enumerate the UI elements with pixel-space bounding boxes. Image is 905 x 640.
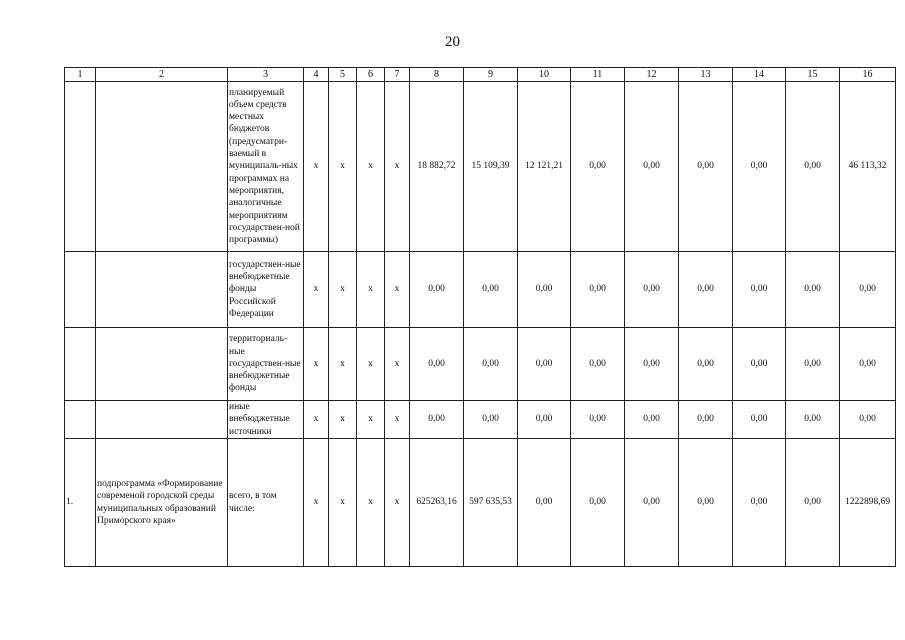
x-mark-cell: x <box>385 401 410 439</box>
x-mark-cell: x <box>304 252 329 328</box>
program-name-cell <box>96 252 228 328</box>
value-cell: 15 109,39 <box>464 82 518 252</box>
column-header: 8 <box>410 68 464 82</box>
x-mark-cell: x <box>329 328 357 401</box>
column-header: 3 <box>228 68 304 82</box>
value-cell: 0,00 <box>733 82 786 252</box>
x-mark-cell: x <box>357 82 385 252</box>
value-cell: 0,00 <box>786 82 840 252</box>
column-header: 11 <box>571 68 625 82</box>
funding-source-cell: планируемый объем средств местных бюджетов (предусматри-ваемый в муниципаль-ных программах на мероприятия, аналогичные мероприятиям государствен-ной программы) <box>228 82 304 252</box>
value-cell: 597 635,53 <box>464 439 518 567</box>
value-cell: 0,00 <box>571 328 625 401</box>
value-cell: 0,00 <box>840 401 896 439</box>
value-cell: 0,00 <box>733 252 786 328</box>
funding-source-cell: иные внебюджетные источники <box>228 401 304 439</box>
value-cell: 0,00 <box>786 401 840 439</box>
x-mark-cell: x <box>329 82 357 252</box>
budget-table <box>64 67 896 567</box>
x-mark-cell: x <box>329 252 357 328</box>
value-cell: 0,00 <box>679 252 733 328</box>
program-name-cell: подпрограмма «Формирование современой городской среды муниципальных образований Приморского края» <box>96 439 228 567</box>
value-cell: 0,00 <box>464 252 518 328</box>
funding-source-cell: территориаль-ные государствен-ные внебюджетные фонды <box>228 328 304 401</box>
funding-source-cell: всего, в том числе: <box>228 439 304 567</box>
header-row <box>65 68 896 82</box>
x-mark-cell: x <box>385 252 410 328</box>
column-header: 13 <box>679 68 733 82</box>
x-mark-cell: x <box>304 82 329 252</box>
value-cell: 0,00 <box>518 401 571 439</box>
value-cell: 0,00 <box>464 328 518 401</box>
x-mark-cell: x <box>357 328 385 401</box>
value-cell: 0,00 <box>625 328 679 401</box>
column-header: 14 <box>733 68 786 82</box>
value-cell: 0,00 <box>518 252 571 328</box>
value-cell: 1222898,69 <box>840 439 896 567</box>
column-header: 15 <box>786 68 840 82</box>
value-cell: 0,00 <box>786 439 840 567</box>
x-mark-cell: x <box>385 439 410 567</box>
value-cell: 0,00 <box>625 439 679 567</box>
column-header: 5 <box>329 68 357 82</box>
value-cell: 0,00 <box>786 328 840 401</box>
row-number-cell <box>65 82 96 252</box>
x-mark-cell: x <box>329 401 357 439</box>
value-cell: 0,00 <box>733 439 786 567</box>
value-cell: 0,00 <box>679 401 733 439</box>
value-cell: 0,00 <box>410 328 464 401</box>
program-name-cell <box>96 401 228 439</box>
x-mark-cell: x <box>304 439 329 567</box>
value-cell: 0,00 <box>518 328 571 401</box>
table-row <box>65 82 896 252</box>
value-cell: 0,00 <box>571 401 625 439</box>
value-cell: 0,00 <box>679 439 733 567</box>
column-header: 16 <box>840 68 896 82</box>
value-cell: 0,00 <box>625 401 679 439</box>
table-row <box>65 252 896 328</box>
value-cell: 0,00 <box>679 82 733 252</box>
column-header: 4 <box>304 68 329 82</box>
x-mark-cell: x <box>385 328 410 401</box>
value-cell: 0,00 <box>571 252 625 328</box>
value-cell: 0,00 <box>571 82 625 252</box>
value-cell: 0,00 <box>410 252 464 328</box>
column-header: 1 <box>65 68 96 82</box>
program-name-cell <box>96 328 228 401</box>
x-mark-cell: x <box>304 328 329 401</box>
x-mark-cell: x <box>329 439 357 567</box>
value-cell: 0,00 <box>733 401 786 439</box>
column-header: 2 <box>96 68 228 82</box>
value-cell: 0,00 <box>679 328 733 401</box>
row-number-cell <box>65 328 96 401</box>
value-cell: 46 113,32 <box>840 82 896 252</box>
value-cell: 0,00 <box>625 252 679 328</box>
value-cell: 0,00 <box>733 328 786 401</box>
value-cell: 0,00 <box>518 439 571 567</box>
value-cell: 0,00 <box>786 252 840 328</box>
column-header: 7 <box>385 68 410 82</box>
table-row <box>65 439 896 567</box>
value-cell: 0,00 <box>840 328 896 401</box>
table-row <box>65 401 896 439</box>
x-mark-cell: x <box>357 252 385 328</box>
x-mark-cell: x <box>357 401 385 439</box>
value-cell: 0,00 <box>464 401 518 439</box>
row-number-cell: 1. <box>65 439 96 567</box>
value-cell: 0,00 <box>410 401 464 439</box>
row-number-cell <box>65 252 96 328</box>
value-cell: 12 121,21 <box>518 82 571 252</box>
column-header: 10 <box>518 68 571 82</box>
value-cell: 0,00 <box>840 252 896 328</box>
value-cell: 18 882,72 <box>410 82 464 252</box>
page-number: 20 <box>445 34 460 50</box>
x-mark-cell: x <box>357 439 385 567</box>
column-header: 6 <box>357 68 385 82</box>
value-cell: 0,00 <box>625 82 679 252</box>
value-cell: 0,00 <box>571 439 625 567</box>
table-row <box>65 328 896 401</box>
x-mark-cell: x <box>385 82 410 252</box>
column-header: 12 <box>625 68 679 82</box>
program-name-cell <box>96 82 228 252</box>
funding-source-cell: государствен-ные внебюджетные фонды Российской Федерации <box>228 252 304 328</box>
column-header: 9 <box>464 68 518 82</box>
value-cell: 625263,16 <box>410 439 464 567</box>
x-mark-cell: x <box>304 401 329 439</box>
row-number-cell <box>65 401 96 439</box>
